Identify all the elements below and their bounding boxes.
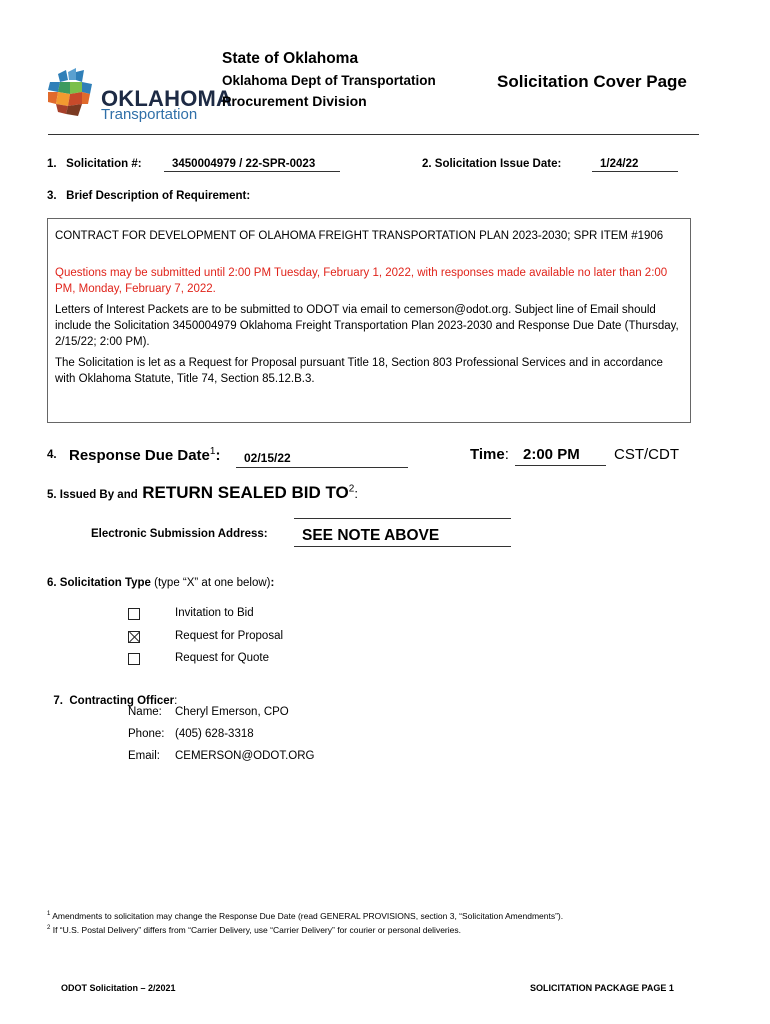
request-for-quote-checkbox[interactable]	[128, 653, 140, 665]
timezone: CST/CDT	[614, 446, 679, 463]
header-division: Procurement Division	[222, 93, 367, 109]
header-dept: Oklahoma Dept of Transportation	[222, 73, 436, 88]
issue-date-label: 2. Solicitation Issue Date:	[422, 158, 562, 170]
officer-name-value: Cheryl Emerson, CPO	[175, 706, 289, 718]
time-label	[470, 446, 509, 463]
footnote-ref-2: 2	[348, 483, 355, 495]
logo-wordmark: OKLAHOMA	[101, 86, 233, 111]
solicitation-number-label: 1. Solicitation #:	[47, 158, 142, 170]
officer-phone-value: (405) 628-3318	[175, 728, 254, 740]
footnote-1-mark: 1	[47, 911, 51, 918]
footnote-2-mark: 2	[47, 925, 51, 932]
response-due-label	[69, 446, 220, 464]
logo-subwordmark: Transportation	[101, 106, 198, 123]
time-label-colon: :	[504, 446, 509, 463]
time-label-text: Time	[470, 446, 505, 463]
solicitation-type-colon: :	[270, 577, 275, 589]
issue-date-field[interactable]: 1/24/22	[592, 158, 678, 172]
officer-email-label: Email:	[128, 750, 160, 762]
description-submission-note: Letters of Interest Packets are to be submitted to ODOT via email to cemerson@odot.org. Subject line of Email should include the Solicitation 3450004979 Oklahoma Freight Transportation Plan 2023-2030 and Response Due Date (Thursday, 2/15/22; 2:00 PM).	[55, 304, 679, 348]
response-due-number: 4.	[47, 449, 57, 461]
issued-by-label-big: RETURN SEALED BID TO	[142, 483, 349, 502]
footnote-ref-1: 1	[209, 446, 216, 457]
description-label: 3. Brief Description of Requirement:	[47, 190, 251, 202]
solicitation-type-hint: (type “X” at one below)	[150, 577, 271, 589]
description-questions-note: Questions may be submitted until 2:00 PM Tuesday, February 1, 2022, with responses made available no later than 2:00 PM, Monday, February 7, 2022.	[55, 267, 668, 295]
request-for-proposal-checkbox[interactable]	[128, 631, 140, 643]
response-due-date-field[interactable]: 02/15/22	[236, 451, 408, 468]
description-title: CONTRACT FOR DEVELOPMENT OF OLAHOMA FREIGHT TRANSPORTATION PLAN 2023-2030; SPR ITEM #1906	[55, 230, 664, 242]
response-due-label-text: Response Due Date	[69, 447, 210, 464]
solicitation-number-field[interactable]: 3450004979 / 22-SPR-0023	[164, 158, 340, 172]
request-for-proposal-label: Request for Proposal	[175, 630, 284, 642]
footnote-1	[47, 911, 563, 921]
officer-email-value: CEMERSON@ODOT.ORG	[175, 750, 315, 762]
description-rfp-note: The Solicitation is let as a Request for Proposal pursuant Title 18, Section 803 Professional Services and in accordance with Oklahoma Statute, Title 74, Section 85.12.B.3.	[55, 357, 663, 385]
return-address-line	[294, 518, 511, 519]
solicitation-type-label-text: 6. Solicitation Type	[47, 577, 151, 589]
request-for-quote-label: Request for Quote	[175, 652, 269, 664]
time-field[interactable]: 2:00 PM	[515, 446, 606, 466]
contracting-officer-label	[47, 683, 177, 707]
contracting-officer-colon: :	[174, 695, 178, 707]
solicitation-type-label	[47, 577, 274, 589]
footer-right: SOLICITATION PACKAGE PAGE 1	[530, 983, 674, 993]
issued-by-label	[47, 483, 358, 503]
invitation-to-bid-label: Invitation to Bid	[175, 607, 254, 619]
footnote-2-text: If “U.S. Postal Delivery” differs from “Carrier Delivery, use “Carrier Delivery” for courier or personal deliveries.	[52, 925, 461, 935]
header-divider	[48, 134, 699, 135]
page-title: Solicitation Cover Page	[497, 72, 687, 91]
contracting-officer-label-text: 7. Contracting Officer	[53, 695, 175, 707]
footnote-2	[47, 925, 461, 935]
response-due-colon: :	[215, 447, 221, 464]
issued-by-colon: :	[354, 486, 358, 501]
invitation-to-bid-checkbox[interactable]	[128, 608, 140, 620]
submission-address-field[interactable]: SEE NOTE ABOVE	[294, 527, 511, 547]
issued-by-label-small: 5. Issued By and	[47, 489, 138, 501]
footnote-1-text: Amendments to solicitation may change the Response Due Date (read GENERAL PROVISIONS, section 3, “Solicitation Amendments”).	[52, 911, 564, 921]
submission-address-label: Electronic Submission Address:	[91, 528, 268, 540]
footer-left: ODOT Solicitation – 2/2021	[61, 983, 176, 993]
header-state: State of Oklahoma	[222, 50, 359, 67]
officer-phone-label: Phone:	[128, 728, 165, 740]
officer-name-label: Name:	[128, 706, 162, 718]
